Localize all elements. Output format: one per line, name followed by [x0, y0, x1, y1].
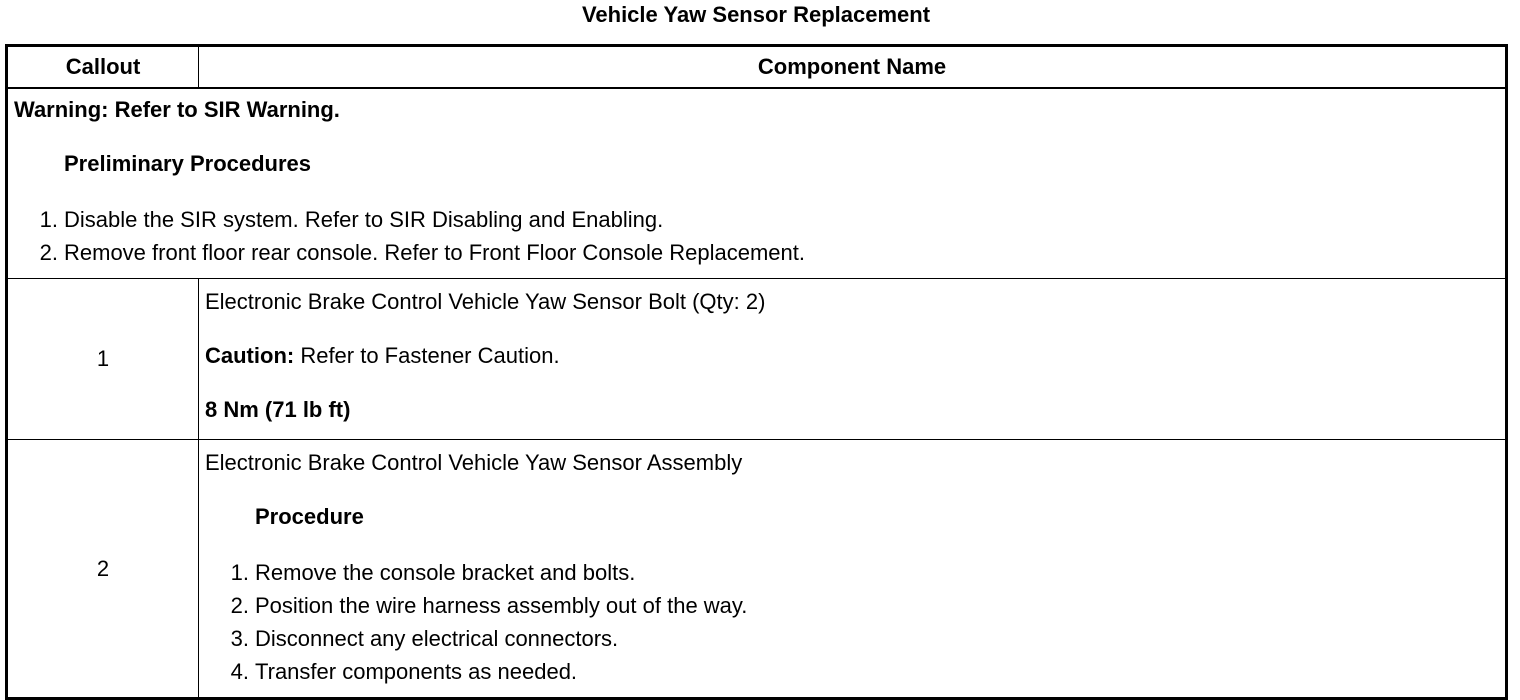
list-item — [14, 203, 1505, 236]
table-row — [7, 279, 1507, 440]
preliminary-row — [7, 88, 1507, 279]
caution-note — [205, 341, 1505, 371]
list-item — [205, 655, 1505, 688]
step-text: Remove the console bracket and bolts. — [255, 560, 636, 585]
table-row — [7, 440, 1507, 699]
step-number: 1. — [39, 207, 58, 232]
preliminary-cell — [7, 88, 1507, 279]
step-number: 4. — [230, 659, 249, 684]
page-title: Vehicle Yaw Sensor Replacement — [581, 2, 931, 27]
list-item — [205, 556, 1505, 589]
component-name-header: Component Name — [199, 46, 1507, 89]
component-cell — [199, 440, 1507, 699]
step-number: 1. — [230, 560, 249, 585]
step-text: Disable the SIR system. Refer to SIR Disabling and Enabling. — [64, 207, 664, 232]
step-number: 3. — [230, 626, 249, 651]
step-text: Transfer components as needed. — [255, 659, 578, 684]
procedure-heading: Procedure — [255, 504, 364, 529]
component-cell — [199, 279, 1507, 440]
table-header-row — [7, 46, 1507, 89]
component-name: Electronic Brake Control Vehicle Yaw Sensor Bolt (Qty: 2) — [205, 289, 766, 314]
procedure-steps-list — [205, 556, 1505, 688]
step-number: 2. — [230, 593, 249, 618]
component-name: Electronic Brake Control Vehicle Yaw Sensor Assembly — [205, 450, 743, 475]
step-text: Remove front floor rear console. Refer to Front Floor Console Replacement. — [64, 240, 805, 265]
list-item — [205, 589, 1505, 622]
sir-warning: Warning: Refer to SIR Warning. — [14, 97, 340, 122]
step-number: 2. — [39, 240, 58, 265]
callout-number: 2 — [7, 440, 199, 699]
step-text: Position the wire harness assembly out of the way. — [255, 593, 748, 618]
callout-number: 1 — [7, 279, 199, 440]
callout-header: Callout — [7, 46, 199, 89]
list-item — [205, 622, 1505, 655]
caution-text: Refer to Fastener Caution. — [294, 343, 560, 368]
step-text: Disconnect any electrical connectors. — [255, 626, 619, 651]
preliminary-steps-list — [14, 203, 1505, 269]
torque-spec: 8 Nm (71 lb ft) — [205, 397, 351, 422]
list-item — [14, 236, 1505, 269]
caution-label: Caution: — [205, 343, 295, 368]
preliminary-procedures-heading: Preliminary Procedures — [64, 151, 312, 176]
component-table — [5, 44, 1508, 700]
